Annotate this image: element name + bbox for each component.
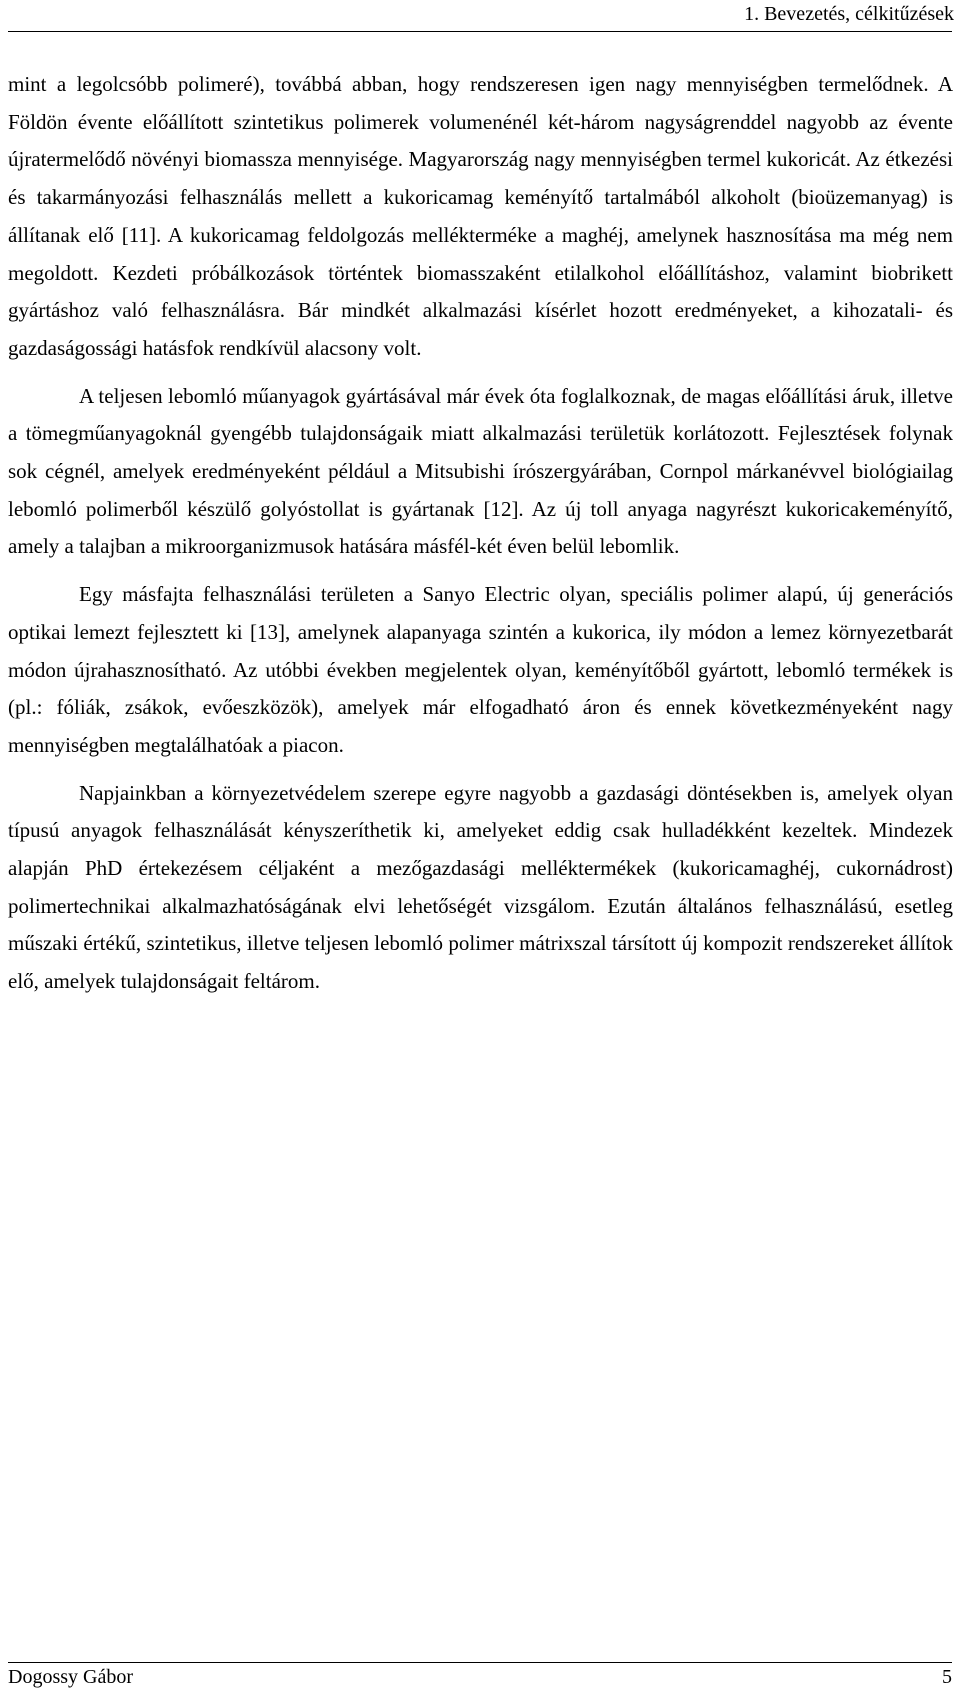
header-divider (8, 31, 952, 32)
footer-divider (8, 1662, 952, 1663)
page-body (8, 66, 953, 1001)
paragraph-2: A teljesen lebomló műanyagok gyártásával már évek óta foglalkoznak, de magas előállítási áruk, illetve a tömegműanyagoknál gyengébb tulajdonságaik miatt alkalmazási területük korlátozott. Fejlesztések folynak sok cégnél, amelyek eredményeként például a Mitsubishi írószergyárában, Cornpol márkanévvel biológiailag lebomló polimerből készülő golyóstollat is gyártanak [12]. Az új toll anyaga nagyrészt kukoricakeményítő, amely a talajban a mikroorganizmusok hatására másfél-két éven belül lebomlik. (8, 383, 953, 559)
paragraph-3: Egy másfajta felhasználási területen a Sanyo Electric olyan, speciális polimer alapú, új generációs optikai lemezt fejlesztett ki [13], amelynek alapanyaga szintén a kukorica, ily módon a lemez környezetbarát módon újrahasznosítható. Az utóbbi években megjelentek olyan, keményítőből gyártott, lebomló termékek is (pl.: fóliák, zsákok, evőeszközök), amelyek már elfogadható áron és ennek következményeként nagy mennyiségben megtalálhatóak a piacon. (8, 582, 953, 757)
running-header-section-title: 1. Bevezetés, célkitűzések (744, 3, 954, 25)
paragraph-1: mint a legolcsóbb polimeré), továbbá abban, hogy rendszeresen igen nagy mennyiségben termelődnek. A Földön évente előállított szintetikus polimerek volumenénél két-három nagyságrenddel nagyobb az évente újratermelődő növényi biomassza mennyisége. Magyarország nagy mennyiségben termel kukoricát. Az étkezési és takarmányozási felhasználás mellett a kukoricamag keményítő tartalmából alkoholt (bioüzemanyag) is állítanak elő [11]. A kukoricamag feldolgozás mellékterméke a maghéj, amelynek hasznosítása ma még nem megoldott. Kezdeti próbálkozások történtek biomasszaként etilalkohol előállításhoz, valamint biobrikett gyártáshoz való felhasználásra. Bár mindkét alkalmazási kísérlet hozott eredményeket, a kihozatali- és gazdaságossági hatásfok rendkívül alacsony volt. (8, 72, 953, 360)
page-number: 5 (942, 1666, 952, 1688)
paragraph-4: Napjainkban a környezetvédelem szerepe egyre nagyobb a gazdasági döntésekben is, amelyek olyan típusú anyagok felhasználását kényszeríthetik ki, amelyeket eddig csak hulladékként kezeltek. Mindezek alapján PhD értekezésem céljaként a mezőgazdasági melléktermékek (kukoricamaghéj, cukornádrost) polimertechnikai alkalmazhatóságának elvi lehetőségét vizsgálom. Ezután általános felhasználású, esetleg műszaki értékű, szintetikus, illetve teljesen lebomló polimer mátrixszal társított új kompozit rendszereket állítok elő, amelyek tulajdonságait feltárom. (8, 780, 953, 994)
footer-author: Dogossy Gábor (8, 1666, 133, 1688)
